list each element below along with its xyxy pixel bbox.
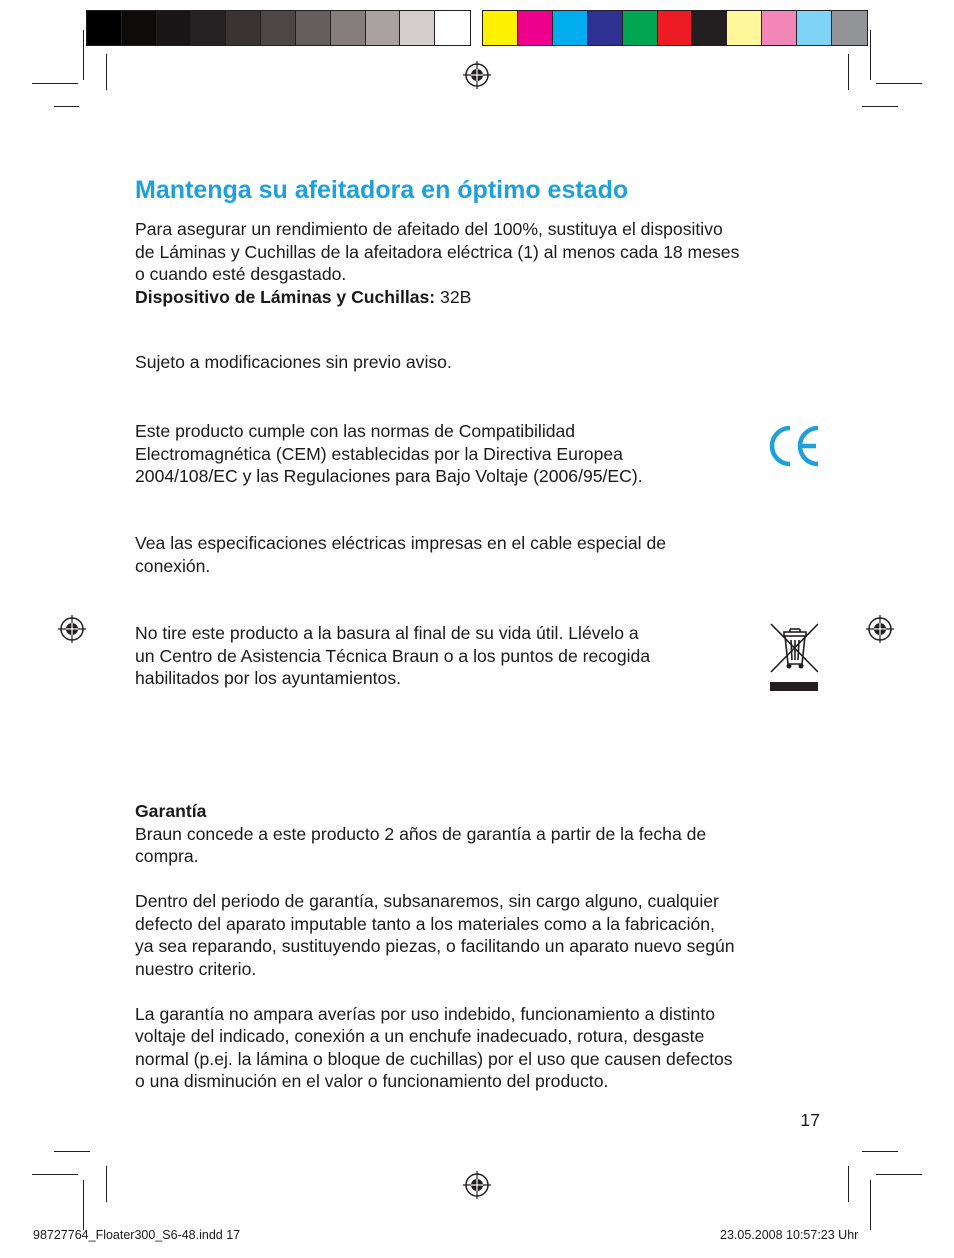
ce-mark-icon (768, 424, 822, 468)
color-swatch (762, 11, 797, 45)
color-swatch (518, 11, 553, 45)
color-swatch (296, 11, 331, 45)
text-line: Braun concede a este producto 2 años de garantía a partir de la fecha de (135, 823, 707, 844)
registration-mark-icon (463, 61, 491, 89)
text-line: Dentro del periodo de garantía, subsanaremos, sin cargo alguno, cualquier (135, 891, 719, 911)
notice-text: Sujeto a modificaciones sin previo aviso. (135, 352, 452, 372)
color-swatch (727, 11, 762, 45)
color-swatch (797, 11, 832, 45)
warranty-heading: Garantía (135, 801, 207, 821)
page-title: Mantenga su afeitadora en óptimo estado (135, 176, 629, 204)
text-line: ya sea reparando, sustituyendo piezas, o facilitando un aparato nuevo según (135, 936, 735, 956)
color-swatch (331, 11, 366, 45)
part-number-line (135, 286, 739, 309)
part-label: Dispositivo de Láminas y Cuchillas: (135, 286, 436, 307)
color-swatch (588, 11, 623, 45)
warranty-section (135, 800, 735, 1093)
registration-mark-icon (58, 615, 86, 643)
slug-timestamp: 23.05.2008 10:57:23 Uhr (720, 1228, 859, 1242)
maintenance-paragraph (135, 218, 739, 308)
process-color-bar (482, 10, 868, 46)
color-swatch (400, 11, 435, 45)
notice-paragraph (135, 351, 452, 374)
color-swatch (435, 11, 470, 45)
electrical-paragraph (135, 532, 666, 577)
color-swatch (692, 11, 727, 45)
text-line: defecto del aparato imputable tanto a los materiales como a la fabricación, (135, 913, 715, 934)
text-line: habilitados por los ayuntamientos. (135, 668, 402, 688)
text-line: Este producto cumple con las normas de Compatibilidad (135, 421, 576, 441)
text-line: normal (p.ej. la lámina o bloque de cuchillas) por el uso que causen defectos (135, 1048, 733, 1069)
color-swatch (226, 11, 261, 45)
text-line: de Láminas y Cuchillas de la afeitadora eléctrica (1) al menos cada 18 meses (135, 241, 740, 262)
text-line: No tire este producto a la basura al final de su vida útil. Llévelo a (135, 623, 639, 643)
text-line: o cuando esté desgastado. (135, 264, 347, 284)
text-line: Para asegurar un rendimiento de afeitado del 100%, sustituya el dispositivo (135, 219, 723, 239)
text-line: nuestro criterio. (135, 958, 257, 979)
part-value: 32B (440, 286, 472, 307)
registration-mark-icon (866, 615, 894, 643)
color-swatch (553, 11, 588, 45)
registration-mark-icon (463, 1171, 491, 1199)
text-line: un Centro de Asistencia Técnica Braun o a los puntos de recogida (135, 645, 651, 666)
color-swatch (87, 11, 122, 45)
page-number: 17 (800, 1110, 820, 1130)
text-line: conexión. (135, 555, 211, 576)
text-line: 2004/108/EC y las Regulaciones para Bajo Voltaje (2006/95/EC). (135, 466, 643, 486)
grayscale-color-bar (86, 10, 471, 46)
text-line: o una disminución en el valor o funcionamiento del producto. (135, 1071, 609, 1091)
color-swatch (832, 11, 867, 45)
color-swatch (122, 11, 157, 45)
color-swatch (157, 11, 192, 45)
text-line: Electromagnética (CEM) establecidas por la Directiva Europea (135, 443, 623, 464)
text-line: compra. (135, 846, 199, 866)
color-swatch (658, 11, 693, 45)
compliance-paragraph (135, 420, 643, 488)
crossed-out-bin-icon (768, 620, 822, 694)
text-line: Vea las especificaciones eléctricas impresas en el cable especial de (135, 533, 667, 553)
text-line: voltaje del indicado, conexión a un enchufe inadecuado, rotura, desgaste (135, 1026, 705, 1046)
slug-filename: 98727764_Floater300_S6-48.indd 17 (33, 1228, 241, 1242)
disposal-paragraph (135, 622, 650, 690)
color-swatch (261, 11, 296, 45)
text-line: La garantía no ampara averías por uso indebido, funcionamiento a distinto (135, 1003, 715, 1024)
color-swatch (623, 11, 658, 45)
color-swatch (366, 11, 401, 45)
color-swatch (191, 11, 226, 45)
color-swatch (483, 11, 518, 45)
